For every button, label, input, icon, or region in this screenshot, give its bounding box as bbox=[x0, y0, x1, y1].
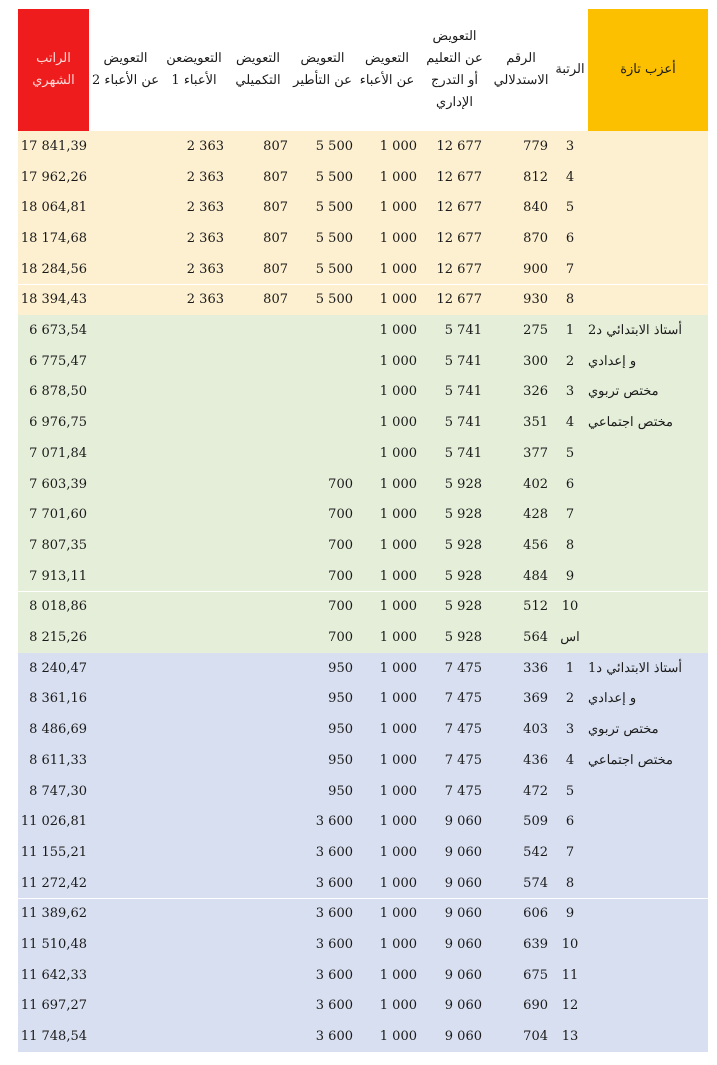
cell-salary: 11 510,48 bbox=[20, 937, 87, 953]
cell-index: 574 bbox=[523, 875, 548, 891]
category-label: أستاذ الابتدائي د1 bbox=[588, 660, 682, 676]
cell-teaching: 5 741 bbox=[444, 353, 482, 369]
table-row bbox=[18, 1021, 708, 1052]
cell-rank: 6 bbox=[565, 230, 575, 246]
cell-salary: 8 611,33 bbox=[29, 752, 87, 768]
cell-burdens: 1 000 bbox=[379, 415, 417, 431]
cell-rank: 2 bbox=[565, 353, 575, 369]
cell-teaching: 12 677 bbox=[436, 200, 482, 216]
header-rank: الرتبة bbox=[555, 62, 585, 77]
cell-rank: 1 bbox=[565, 323, 575, 339]
category-label: مختص اجتماعي bbox=[588, 752, 673, 768]
cell-index: 900 bbox=[523, 261, 548, 277]
cell-burdens: 1 000 bbox=[379, 169, 417, 185]
cell-teaching: 5 741 bbox=[444, 384, 482, 400]
cell-teaching: 9 060 bbox=[444, 814, 482, 830]
table-row bbox=[18, 407, 708, 438]
cell-teaching: 5 928 bbox=[444, 537, 482, 553]
cell-salary: 8 018,86 bbox=[29, 599, 87, 615]
cell-index: 704 bbox=[523, 1029, 548, 1045]
table-row bbox=[18, 223, 708, 254]
cell-teaching: 5 928 bbox=[444, 507, 482, 523]
cell-rank: 11 bbox=[561, 967, 579, 983]
cell-burdens: 1 000 bbox=[379, 507, 417, 523]
table-row bbox=[18, 254, 708, 285]
cell-burdens: 1 000 bbox=[379, 630, 417, 646]
cell-rank: 5 bbox=[565, 200, 575, 216]
cell-rank: 4 bbox=[565, 752, 575, 768]
cell-salary: 7 913,11 bbox=[29, 568, 87, 584]
table-row bbox=[18, 929, 708, 960]
cell-burdens: 1 000 bbox=[379, 783, 417, 799]
cell-index: 403 bbox=[523, 722, 548, 738]
cell-supervision: 5 500 bbox=[315, 230, 353, 246]
cell-burdens: 1 000 bbox=[379, 261, 417, 277]
cell-rank: 6 bbox=[565, 814, 575, 830]
table-row bbox=[18, 684, 708, 715]
cell-burdens: 1 000 bbox=[379, 138, 417, 154]
cell-rank: 12 bbox=[561, 998, 579, 1014]
cell-salary: 8 215,26 bbox=[29, 630, 87, 646]
table-row bbox=[18, 346, 708, 377]
cell-rank: 4 bbox=[565, 169, 575, 185]
cell-salary: 8 361,16 bbox=[29, 691, 87, 707]
category-label: و إعدادي bbox=[588, 353, 637, 369]
cell-burdens: 1 000 bbox=[379, 599, 417, 615]
category-label: و إعدادي bbox=[588, 691, 637, 707]
cell-index: 456 bbox=[523, 537, 548, 553]
cell-supervision: 700 bbox=[328, 630, 353, 646]
cell-teaching: 7 475 bbox=[444, 691, 482, 707]
cell-salary: 6 878,50 bbox=[29, 384, 87, 400]
cell-teaching: 9 060 bbox=[444, 906, 482, 922]
cell-rank: 9 bbox=[565, 568, 575, 584]
cell-index: 326 bbox=[523, 384, 548, 400]
cell-burdens: 1 000 bbox=[379, 967, 417, 983]
cell-burdens: 1 000 bbox=[379, 660, 417, 676]
header-comp2: التعويض عن الأعباء 2 bbox=[92, 51, 159, 88]
cell-salary: 7 071,84 bbox=[29, 445, 87, 461]
header-category: أعزب تازة bbox=[588, 9, 708, 131]
cell-burdens: 1 000 bbox=[379, 844, 417, 860]
cell-index: 542 bbox=[523, 844, 548, 860]
cell-burdens: 1 000 bbox=[379, 752, 417, 768]
cell-teaching: 12 677 bbox=[436, 138, 482, 154]
cell-supervision: 5 500 bbox=[315, 169, 353, 185]
cell-rank: 2 bbox=[565, 691, 575, 707]
cell-salary: 11 026,81 bbox=[20, 814, 87, 830]
table-row bbox=[18, 131, 708, 162]
cell-teaching: 9 060 bbox=[444, 1029, 482, 1045]
cell-comp1: 2 363 bbox=[186, 200, 224, 216]
cell-salary: 8 240,47 bbox=[29, 660, 87, 676]
cell-salary: 11 748,54 bbox=[20, 1029, 87, 1045]
cell-salary: 11 642,33 bbox=[20, 967, 87, 983]
category-label: مختص اجتماعي bbox=[588, 415, 673, 431]
table-row bbox=[18, 285, 708, 316]
cell-salary: 11 272,42 bbox=[20, 875, 87, 891]
cell-salary: 8 747,30 bbox=[29, 783, 87, 799]
table-row bbox=[18, 745, 708, 776]
cell-salary: 18 284,56 bbox=[20, 261, 87, 277]
cell-comp1: 2 363 bbox=[186, 169, 224, 185]
cell-supervision: 700 bbox=[328, 537, 353, 553]
cell-supervision: 3 600 bbox=[315, 1029, 353, 1045]
cell-comp1: 2 363 bbox=[186, 138, 224, 154]
table-row bbox=[18, 377, 708, 408]
cell-supervision: 5 500 bbox=[315, 261, 353, 277]
table-header bbox=[18, 9, 708, 131]
cell-supervision: 3 600 bbox=[315, 937, 353, 953]
cell-rank: 5 bbox=[565, 783, 575, 799]
cell-salary: 7 701,60 bbox=[29, 507, 87, 523]
salary-table bbox=[18, 9, 708, 1045]
table-row bbox=[18, 653, 708, 684]
cell-rank: 10 bbox=[561, 599, 579, 615]
cell-burdens: 1 000 bbox=[379, 814, 417, 830]
cell-burdens: 1 000 bbox=[379, 937, 417, 953]
cell-salary: 17 841,39 bbox=[20, 138, 87, 154]
cell-index: 402 bbox=[523, 476, 548, 492]
cell-supervision: 950 bbox=[328, 660, 353, 676]
header-comp1: التعويضعن الأعباء 1 bbox=[166, 51, 222, 88]
cell-burdens: 1 000 bbox=[379, 1029, 417, 1045]
cell-teaching: 7 475 bbox=[444, 722, 482, 738]
cell-rank: 3 bbox=[565, 138, 575, 154]
cell-index: 336 bbox=[523, 660, 548, 676]
cell-supervision: 3 600 bbox=[315, 998, 353, 1014]
table-row bbox=[18, 192, 708, 223]
cell-index: 484 bbox=[523, 568, 548, 584]
cell-supervision: 3 600 bbox=[315, 875, 353, 891]
cell-supervision: 5 500 bbox=[315, 200, 353, 216]
cell-rank: 10 bbox=[561, 937, 579, 953]
cell-salary: 11 389,62 bbox=[20, 906, 87, 922]
cell-supervision: 700 bbox=[328, 599, 353, 615]
cell-teaching: 9 060 bbox=[444, 844, 482, 860]
cell-index: 690 bbox=[523, 998, 548, 1014]
cell-teaching: 5 928 bbox=[444, 630, 482, 646]
cell-index: 428 bbox=[523, 507, 548, 523]
header-complementary: التعويض التكميلي bbox=[235, 51, 281, 88]
cell-index: 472 bbox=[523, 783, 548, 799]
cell-index: 369 bbox=[523, 691, 548, 707]
cell-teaching: 5 741 bbox=[444, 445, 482, 461]
cell-teaching: 12 677 bbox=[436, 292, 482, 308]
cell-teaching: 5 928 bbox=[444, 568, 482, 584]
header-teaching: التعويض عن التعليم أو التدرج الإداري bbox=[426, 29, 483, 110]
cell-index: 436 bbox=[523, 752, 548, 768]
cell-supervision: 3 600 bbox=[315, 844, 353, 860]
table-row bbox=[18, 315, 708, 346]
table-row bbox=[18, 714, 708, 745]
cell-burdens: 1 000 bbox=[379, 200, 417, 216]
cell-salary: 18 394,43 bbox=[20, 292, 87, 308]
cell-salary: 18 064,81 bbox=[20, 200, 87, 216]
table-row bbox=[18, 776, 708, 807]
cell-supervision: 950 bbox=[328, 783, 353, 799]
cell-rank: 7 bbox=[565, 844, 575, 860]
cell-burdens: 1 000 bbox=[379, 998, 417, 1014]
cell-teaching: 7 475 bbox=[444, 752, 482, 768]
cell-index: 870 bbox=[523, 230, 548, 246]
cell-index: 300 bbox=[523, 353, 548, 369]
cell-index: 840 bbox=[523, 200, 548, 216]
cell-complementary: 807 bbox=[263, 230, 288, 246]
cell-salary: 18 174,68 bbox=[20, 230, 87, 246]
header-supervision: التعويض عن التأطير bbox=[293, 51, 352, 88]
cell-rank: اس bbox=[560, 630, 580, 646]
cell-supervision: 950 bbox=[328, 752, 353, 768]
cell-burdens: 1 000 bbox=[379, 568, 417, 584]
cell-burdens: 1 000 bbox=[379, 875, 417, 891]
cell-comp1: 2 363 bbox=[186, 230, 224, 246]
cell-salary: 11 697,27 bbox=[20, 998, 87, 1014]
cell-teaching: 12 677 bbox=[436, 230, 482, 246]
cell-rank: 9 bbox=[565, 906, 575, 922]
cell-rank: 8 bbox=[565, 537, 575, 553]
cell-rank: 3 bbox=[565, 384, 575, 400]
cell-burdens: 1 000 bbox=[379, 906, 417, 922]
cell-salary: 8 486,69 bbox=[29, 722, 87, 738]
cell-rank: 13 bbox=[561, 1029, 579, 1045]
cell-burdens: 1 000 bbox=[379, 691, 417, 707]
category-label: مختص تربوي bbox=[588, 722, 659, 738]
cell-rank: 8 bbox=[565, 292, 575, 308]
table-row bbox=[18, 837, 708, 868]
cell-index: 509 bbox=[523, 814, 548, 830]
cell-complementary: 807 bbox=[263, 200, 288, 216]
cell-rank: 6 bbox=[565, 476, 575, 492]
cell-supervision: 700 bbox=[328, 507, 353, 523]
table-row bbox=[18, 561, 708, 592]
cell-teaching: 12 677 bbox=[436, 169, 482, 185]
cell-burdens: 1 000 bbox=[379, 323, 417, 339]
cell-supervision: 700 bbox=[328, 568, 353, 584]
cell-burdens: 1 000 bbox=[379, 537, 417, 553]
table-row bbox=[18, 622, 708, 653]
table-row bbox=[18, 868, 708, 899]
cell-index: 930 bbox=[523, 292, 548, 308]
cell-teaching: 7 475 bbox=[444, 660, 482, 676]
cell-salary: 7 807,35 bbox=[29, 537, 87, 553]
category-label: مختص تربوي bbox=[588, 384, 659, 400]
cell-comp1: 2 363 bbox=[186, 261, 224, 277]
cell-teaching: 5 928 bbox=[444, 476, 482, 492]
header-index: الرقم الاستدلالي bbox=[493, 51, 549, 88]
category-label: أستاذ الابتدائي د2 bbox=[588, 323, 682, 339]
cell-teaching: 5 741 bbox=[444, 415, 482, 431]
cell-index: 351 bbox=[523, 415, 548, 431]
header-burdens: التعويض عن الأعباء bbox=[359, 51, 415, 88]
cell-index: 779 bbox=[523, 138, 548, 154]
cell-rank: 8 bbox=[565, 875, 575, 891]
table-row bbox=[18, 806, 708, 837]
cell-burdens: 1 000 bbox=[379, 384, 417, 400]
cell-teaching: 5 741 bbox=[444, 323, 482, 339]
header-salary: الراتب الشهري bbox=[18, 9, 89, 131]
cell-burdens: 1 000 bbox=[379, 292, 417, 308]
cell-rank: 7 bbox=[565, 261, 575, 277]
cell-salary: 6 976,75 bbox=[29, 415, 87, 431]
cell-supervision: 950 bbox=[328, 722, 353, 738]
table-row bbox=[18, 592, 708, 623]
cell-supervision: 5 500 bbox=[315, 138, 353, 154]
cell-salary: 7 603,39 bbox=[29, 476, 87, 492]
cell-burdens: 1 000 bbox=[379, 230, 417, 246]
cell-rank: 1 bbox=[565, 660, 575, 676]
cell-teaching: 9 060 bbox=[444, 967, 482, 983]
table-row bbox=[18, 438, 708, 469]
cell-teaching: 9 060 bbox=[444, 937, 482, 953]
cell-burdens: 1 000 bbox=[379, 476, 417, 492]
table-row bbox=[18, 960, 708, 991]
cell-rank: 4 bbox=[565, 415, 575, 431]
cell-teaching: 7 475 bbox=[444, 783, 482, 799]
cell-rank: 3 bbox=[565, 722, 575, 738]
cell-teaching: 5 928 bbox=[444, 599, 482, 615]
cell-complementary: 807 bbox=[263, 292, 288, 308]
cell-index: 639 bbox=[523, 937, 548, 953]
cell-supervision: 3 600 bbox=[315, 906, 353, 922]
table-row bbox=[18, 162, 708, 193]
cell-complementary: 807 bbox=[263, 138, 288, 154]
cell-index: 275 bbox=[523, 323, 548, 339]
table-row bbox=[18, 530, 708, 561]
cell-salary: 6 673,54 bbox=[29, 323, 87, 339]
table-row bbox=[18, 499, 708, 530]
cell-index: 512 bbox=[523, 599, 548, 615]
cell-teaching: 12 677 bbox=[436, 261, 482, 277]
cell-rank: 7 bbox=[565, 507, 575, 523]
cell-burdens: 1 000 bbox=[379, 445, 417, 461]
cell-complementary: 807 bbox=[263, 169, 288, 185]
cell-supervision: 700 bbox=[328, 476, 353, 492]
cell-burdens: 1 000 bbox=[379, 353, 417, 369]
cell-supervision: 5 500 bbox=[315, 292, 353, 308]
cell-supervision: 950 bbox=[328, 691, 353, 707]
table-row bbox=[18, 991, 708, 1022]
cell-salary: 6 775,47 bbox=[29, 353, 87, 369]
table-row bbox=[18, 469, 708, 500]
cell-index: 812 bbox=[523, 169, 548, 185]
cell-salary: 11 155,21 bbox=[20, 844, 87, 860]
table-row bbox=[18, 899, 708, 930]
cell-teaching: 9 060 bbox=[444, 875, 482, 891]
cell-teaching: 9 060 bbox=[444, 998, 482, 1014]
cell-index: 675 bbox=[523, 967, 548, 983]
cell-index: 606 bbox=[523, 906, 548, 922]
cell-rank: 5 bbox=[565, 445, 575, 461]
cell-salary: 17 962,26 bbox=[20, 169, 87, 185]
cell-index: 377 bbox=[523, 445, 548, 461]
cell-supervision: 3 600 bbox=[315, 967, 353, 983]
cell-complementary: 807 bbox=[263, 261, 288, 277]
cell-supervision: 3 600 bbox=[315, 814, 353, 830]
cell-comp1: 2 363 bbox=[186, 292, 224, 308]
cell-index: 564 bbox=[523, 630, 548, 646]
cell-burdens: 1 000 bbox=[379, 722, 417, 738]
